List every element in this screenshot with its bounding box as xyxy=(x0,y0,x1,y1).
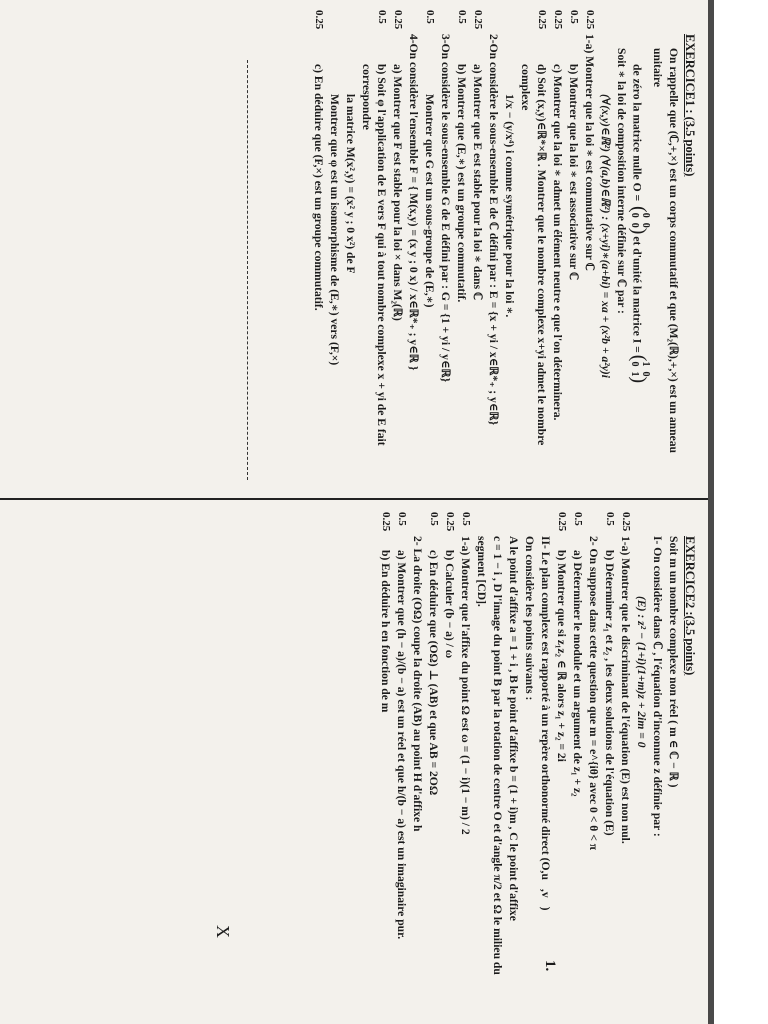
question-text: c) En déduire que (OΩ) ⊥ (AB) et que AB = 2OΩ xyxy=(427,550,441,796)
points-value xyxy=(521,512,537,536)
page-number: 1. xyxy=(542,960,558,972)
points-value: 0.5 xyxy=(604,512,617,526)
points-value: 0.5 xyxy=(428,512,441,526)
paper-edge-shadow xyxy=(708,0,714,1024)
question-text: b) Soit φ l'application de E vers F qui à tout nombre complexe x + yi de E fait correspondre xyxy=(359,64,389,446)
column-separator xyxy=(0,498,708,500)
question-text: b) Montrer que si z₁z₂ ∈ ℝ alors z₁ + z₂ = 2i xyxy=(555,550,569,762)
points-value: 0.25 xyxy=(444,512,457,532)
exercise-2-questions xyxy=(377,512,681,1012)
question-row xyxy=(553,512,569,1012)
question-text: Montrer que G est un sous-groupe de (E,∗) xyxy=(423,94,437,308)
points-value: 0.25 xyxy=(313,10,326,30)
question-text: 2-On considère le sous-ensemble E de ℂ défini par : E = {x + yi / x∈ℝ*₊ ; y∈ℝ} xyxy=(487,34,501,426)
null-matrix: ( 0 0 0 0 ) xyxy=(628,206,651,235)
question-row xyxy=(457,512,473,1012)
question-text: b) Déterminer z₁ et z₂ , les deux solutions de l'équation (E) xyxy=(603,550,617,836)
points-value xyxy=(650,10,681,34)
question-row xyxy=(485,10,501,490)
question-text: A le point d'affixe a = 1 + i , B le point d'affixe b = (1 + i)m , C le point d'affixe xyxy=(507,536,521,921)
question-text: (E) : z² − (1+i)(1+m)z + 2im = 0 xyxy=(635,596,649,748)
question-row xyxy=(521,512,537,1012)
question-text: (∀(x,y)∈ℝ²) (∀(a,b)∈ℝ²) : (x+yi)∗(a+bi) = xa + (x²b + a²y)i xyxy=(598,94,612,379)
question-text: 1/x − (y/x⁴) i comme symétrique pour la loi ∗. xyxy=(503,94,517,318)
question-row xyxy=(581,10,597,490)
question-text: b) Montrer que (E,∗) est un groupe commutatif. xyxy=(455,64,469,303)
points-value xyxy=(473,512,489,536)
points-value xyxy=(665,512,681,536)
question-row xyxy=(326,10,342,490)
question-text: 2- La droite (OΩ) coupe la droite (AB) au point H d'affixe h xyxy=(411,536,425,832)
question-row xyxy=(629,10,650,490)
exercise-2-heading xyxy=(681,512,698,1012)
question-text: a) Montrer que F est stable pour la loi × dans M₂(ℝ) xyxy=(391,64,405,321)
points-value: 0.25 xyxy=(620,512,633,532)
identity-matrix: ( 1 0 0 1 ) xyxy=(628,354,651,384)
points-value: 0.5 xyxy=(424,10,437,24)
question-text: a) Déterminer le module et un argument de z₁ + z₂ xyxy=(571,550,585,797)
question-text: b) Calculer (b − a) / ω xyxy=(443,550,457,659)
question-row xyxy=(537,512,553,1012)
question-row xyxy=(517,10,548,490)
question-text: II- Le plan complexe est rapporté à un repère orthonormé direct (O,u⃗,v⃗) xyxy=(539,536,553,911)
question-row xyxy=(569,512,585,1012)
points-value xyxy=(501,10,517,34)
points-value xyxy=(585,512,601,536)
question-text: b) En déduire h en fonction de m xyxy=(379,550,393,713)
question-row xyxy=(409,512,425,1012)
question-row xyxy=(650,10,681,490)
question-row xyxy=(437,10,453,490)
points-value: 0.5 xyxy=(567,10,580,24)
question-text-part: de zéro la matrice nulle xyxy=(630,64,644,180)
question-row xyxy=(633,512,649,1012)
question-text: 1-a) Montrer que le discriminant de l'équation (E) est non nul. xyxy=(619,536,633,844)
question-text: On rappelle que (ℂ,+,×) est un corps commutatif et que (M₂(ℝ),+,×) est un anneau unitaire xyxy=(651,48,681,453)
exercise-1-questions xyxy=(310,10,681,490)
points-value xyxy=(326,10,342,34)
question-row xyxy=(597,10,613,490)
question-row xyxy=(453,10,469,490)
exercise-1 xyxy=(310,10,698,490)
handwritten-mark: X xyxy=(213,925,233,938)
points-value: 0.25 xyxy=(583,10,596,30)
points-value: 0.25 xyxy=(472,10,485,30)
question-row xyxy=(617,512,633,1012)
question-text: 4-On considère l'ensemble F = { M(x,y) = (x y ; 0 x) / x∈ℝ*₊ ; y∈ℝ } xyxy=(407,34,421,371)
question-row xyxy=(501,10,517,490)
points-value: 0.25 xyxy=(392,10,405,30)
fold-line xyxy=(247,60,248,480)
points-value xyxy=(485,10,501,34)
question-row xyxy=(425,512,441,1012)
points-value: 0.5 xyxy=(572,512,585,526)
question-row xyxy=(441,512,457,1012)
question-text: 2- On suppose dans cette question que m = e^{iθ} avec 0 < θ < π xyxy=(587,536,601,851)
question-row xyxy=(377,512,393,1012)
question-text: c) En déduire que (F,×) est un groupe commutatif. xyxy=(312,64,326,311)
points-value: 0.25 xyxy=(380,512,393,532)
points-value xyxy=(537,512,553,536)
question-row xyxy=(585,512,601,1012)
question-row xyxy=(469,10,485,490)
question-text: I- On considère dans ℂ , l'équation d'inconnue z définie par : xyxy=(651,536,665,837)
question-text: Soit m un nombre complexe non réel ( m ∈ ℂ − ℝ ) xyxy=(667,536,681,788)
points-value: 0.5 xyxy=(376,10,389,24)
points-value: 0.5 xyxy=(456,10,469,24)
question-text: Soit ∗ la loi de composition interne définie sur ℂ par : xyxy=(614,48,628,314)
points-value xyxy=(342,10,358,34)
question-text: la matrice M(x²,y) = (x² y ; 0 x²) de F xyxy=(344,94,358,274)
points-value xyxy=(633,512,649,536)
points-value xyxy=(597,10,613,34)
points-value xyxy=(409,512,425,536)
question-row xyxy=(613,10,629,490)
points-value: 0.25 xyxy=(551,10,564,30)
exercise-2-title: EXERCICE2 :(3.5 points) xyxy=(683,536,697,676)
question-row xyxy=(649,512,665,1012)
question-text-part: et d'unité la matrice I = xyxy=(630,236,644,353)
question-row xyxy=(389,10,405,490)
exercise-2 xyxy=(377,512,698,1012)
question-text: 1-a) Montrer que la loi ∗ est commutative sur ℂ xyxy=(582,34,596,271)
points-value xyxy=(489,512,505,536)
question-row xyxy=(358,10,389,490)
question-row xyxy=(565,10,581,490)
points-value: 0.25 xyxy=(556,512,569,532)
question-text: d) Soit (x,y)∈ℝ*×ℝ . Montrer que le nombre complexe x+yi admet le nombre complexe xyxy=(519,64,548,446)
points-value: 0.25 xyxy=(535,10,548,30)
question-text: c = 1 − i , D l'image du point B par la rotation de centre O et d'angle π/2 et Ω le milieu du xyxy=(491,536,505,975)
question-row xyxy=(505,512,521,1012)
question-row xyxy=(393,512,409,1012)
points-value: 0.5 xyxy=(460,512,473,526)
question-text: Montrer que φ est un isomorphisme de (E,∗) vers (F,×) xyxy=(328,94,342,366)
points-value xyxy=(649,512,665,536)
question-row xyxy=(421,10,437,490)
question-row xyxy=(405,10,421,490)
question-text: c) Montrer que la loi ∗ admet un élément neutre e que l'on déterminera. xyxy=(550,64,564,421)
question-text: 1-a) Montrer que l'affixe du point Ω est ω = (1 − i)(1 − m) / 2 xyxy=(459,536,473,835)
question-text: b) Montrer que la loi ∗ est associative sur ℂ xyxy=(566,64,580,281)
question-text: de zéro la matrice nulle O = ( 0 0 0 0 ) et d'unité la matrice I = ( 1 0 0 1 ) xyxy=(628,64,651,384)
exercise-1-title: EXERCICE1 : (3.5 points) xyxy=(683,34,697,177)
points-value xyxy=(613,10,629,34)
question-text: a) Montrer que E est stable pour la loi ∗ dans ℂ xyxy=(471,64,485,301)
question-row xyxy=(473,512,489,1012)
question-row xyxy=(601,512,617,1012)
points-value: 0.5 xyxy=(396,512,409,526)
points-value xyxy=(437,10,453,34)
points-value xyxy=(405,10,421,34)
points-value xyxy=(505,512,521,536)
exercise-1-heading xyxy=(681,10,698,490)
question-row xyxy=(489,512,505,1012)
question-text: a) Montrer que (h − a)/(b − a) est un réel et que h/(b − a) est un imaginaire pur. xyxy=(395,550,409,940)
question-text: segment [CD]. xyxy=(475,536,489,607)
question-row xyxy=(310,10,326,490)
paper-top-edge xyxy=(710,0,768,1024)
question-text: On considère les points suivants : xyxy=(523,536,537,701)
question-row xyxy=(342,10,358,490)
question-row xyxy=(549,10,565,490)
question-row xyxy=(665,512,681,1012)
question-text: 3-On considère le sous-ensemble G de E défini par : G = {1 + yi / y∈ℝ} xyxy=(439,34,453,383)
points-value xyxy=(629,10,650,34)
